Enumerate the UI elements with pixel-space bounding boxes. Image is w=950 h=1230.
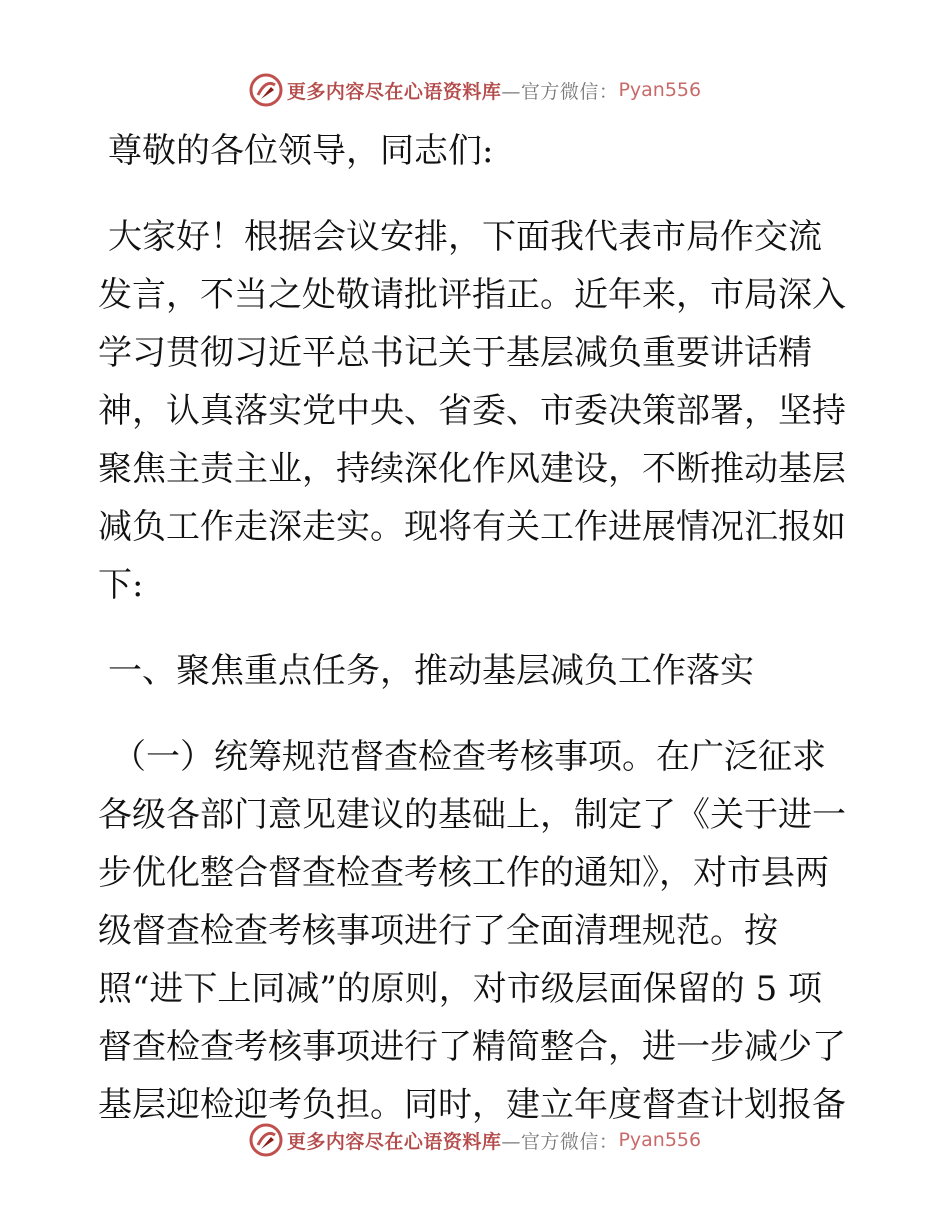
paragraph-intro xyxy=(98,208,853,614)
text-line: 大家好！根据会议安排，下面我代表市局作交流 xyxy=(108,217,822,257)
text-line: 神，认真落实党中央、省委、市委决策部署，坚持 xyxy=(98,391,846,431)
banner-wechat-id: Pyan556 xyxy=(618,79,702,101)
banner-wechat-label: —官方微信： xyxy=(501,80,619,103)
text-line: 督查检查考核事项进行了精简整合，进一步减少了 xyxy=(98,1027,846,1067)
section-heading: 一、聚焦重点任务，推动基层减负工作落实 xyxy=(108,651,754,691)
text-line: 减负工作走深走实。现将有关工作进展情况汇报如 xyxy=(98,507,846,547)
text-line: 照“进下上同减”的原则，对市级层面保留的 5 项 xyxy=(98,969,823,1009)
paragraph-section1 xyxy=(98,728,853,1134)
text-line: 各级各部门意见建议的基础上，制定了《关于进一 xyxy=(98,795,846,835)
salutation: 尊敬的各位领导，同志们: xyxy=(108,131,494,171)
text-line: 基层迎检迎考负担。同时，建立年度督查计划报备 xyxy=(98,1085,846,1125)
text-line: 级督查检查考核事项进行了全面清理规范。按 xyxy=(98,911,778,951)
logo-icon xyxy=(249,73,283,107)
banner-brand-text: 更多内容尽在心语资料库 xyxy=(286,1130,502,1153)
header-watermark-banner xyxy=(0,70,950,110)
footer-watermark-banner xyxy=(0,1120,950,1160)
banner-wechat-id: Pyan556 xyxy=(618,1129,702,1151)
banner-wechat-label: —官方微信： xyxy=(501,1130,619,1153)
banner-brand-text: 更多内容尽在心语资料库 xyxy=(286,80,502,103)
text-line: （一）统筹规范督查检查考核事项。在广泛征求 xyxy=(112,737,826,777)
text-line: 下: xyxy=(98,565,144,605)
text-line: 学习贯彻习近平总书记关于基层减负重要讲话精 xyxy=(98,333,812,373)
text-line: 步优化整合督查检查考核工作的通知》，对市县两 xyxy=(98,853,829,893)
logo-icon xyxy=(249,1123,283,1157)
text-line: 发言，不当之处敬请批评指正。近年来，市局深入 xyxy=(98,275,846,315)
text-line: 聚焦主责主业，持续深化作风建设，不断推动基层 xyxy=(98,449,846,489)
document-body xyxy=(98,122,853,1134)
